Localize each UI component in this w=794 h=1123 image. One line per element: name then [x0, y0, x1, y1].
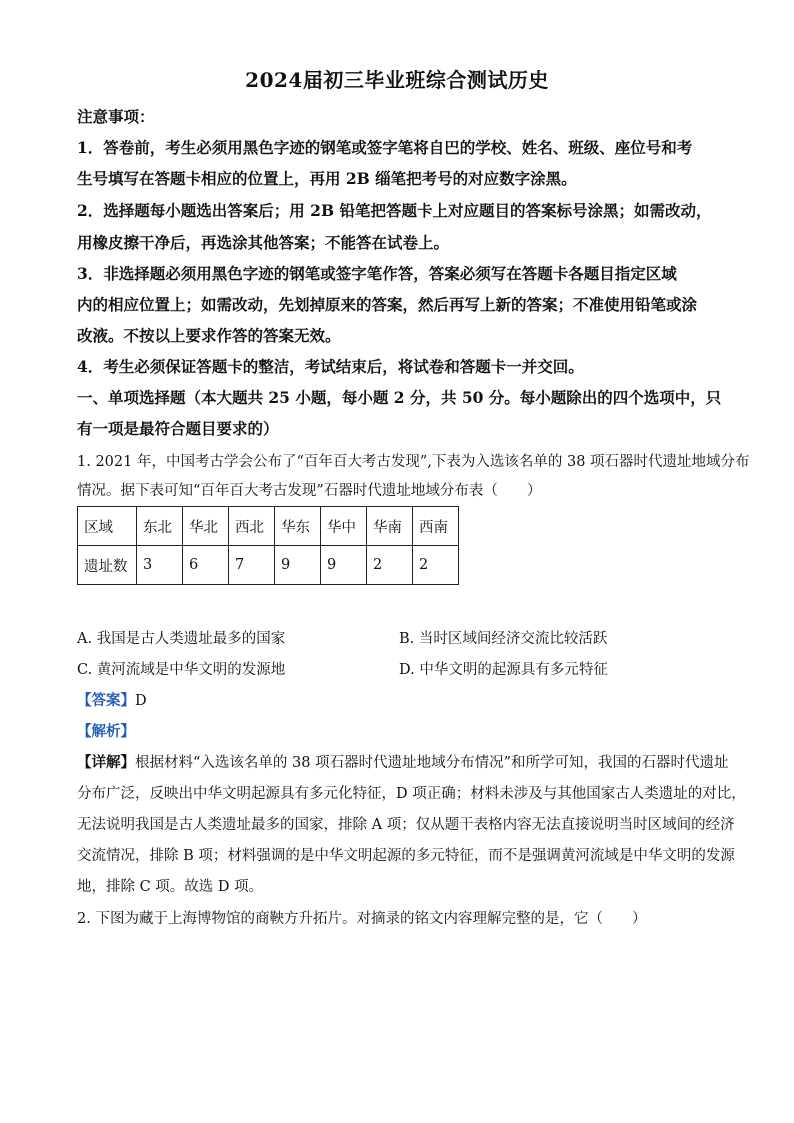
detail-line	[77, 751, 729, 772]
site-distribution-table	[77, 506, 459, 585]
analysis-tag: 【解析】	[77, 723, 135, 740]
option-d: D. 中华文明的起源具有多元特征	[399, 662, 608, 678]
table-cell: 2	[367, 546, 413, 585]
table-cell: 华南	[367, 507, 413, 546]
table-cell: 西南	[413, 507, 459, 546]
table-cell: 7	[229, 546, 275, 585]
question-1-stem: 情况。据下表可知“百年百大考古发现”石器时代遗址地域分布表（ ）	[77, 483, 542, 499]
option-a: A. 我国是古人类遗址最多的国家	[77, 631, 286, 647]
section-heading: 一、单项选择题（本大题共 25 小题，每小题 2 分，共 50 分。每小题除出的四个选项中，只	[77, 388, 722, 407]
table-cell: 6	[183, 546, 229, 585]
question-2-stem: 2. 下图为藏于上海博物馆的商鞅方升拓片。对摘录的铭文内容理解完整的是，它（ ）	[77, 911, 647, 927]
notice-line: 1．答卷前，考生必须用黑色字迹的钢笔或签字笔将自巴的学校、姓名、班级、座位号和考	[77, 138, 693, 157]
table-cell: 遗址数	[78, 546, 137, 585]
detail-text: 无法说明我国是古人类遗址最多的国家，排除 A 项；仅从题干表格内容无法直接说明当时区域间的经济	[77, 817, 735, 833]
notice-line: 改液。不按以上要求作答的答案无效。	[77, 326, 341, 345]
question-1-stem: 1. 2021 年，中国考古学会公布了“百年百大考古发现”,下表为入选该名单的 38 项石器时代遗址地域分布	[77, 454, 750, 470]
table-cell: 9	[275, 546, 321, 585]
detail-text: 交流情况，排除 B 项；材料强调的是中华文明起源的多元特征，而不是强调黄河流域是中华文明的发源	[77, 848, 735, 864]
detail-text: 根据材料“入选该名单的 38 项石器时代遗址地域分布情况”和所学可知，我国的石器时代遗址	[135, 755, 729, 771]
page-title: 2024届初三毕业班综合测试历史	[245, 68, 549, 92]
table-row	[78, 546, 459, 585]
answer-value: D	[135, 693, 147, 709]
table-row	[78, 507, 459, 546]
notice-line: 3．非选择题必须用黑色字迹的钢笔或签字笔作答，答案必须写在答题卡各题目指定区域	[77, 264, 677, 283]
table-cell: 2	[413, 546, 459, 585]
notice-line: 用橡皮擦干净后，再选涂其他答案；不能答在试卷上。	[77, 233, 450, 252]
table-cell: 西北	[229, 507, 275, 546]
detail-tag: 【详解】	[77, 754, 135, 771]
answer-line	[77, 689, 147, 710]
table-cell: 华北	[183, 507, 229, 546]
detail-text: 分布广泛，反映出中华文明起源具有多元化特征，D 项正确；材料未涉及与其他国家古人类遗址的对比，	[77, 786, 746, 802]
table-cell: 东北	[137, 507, 183, 546]
option-c: C. 黄河流域是中华文明的发源地	[77, 662, 286, 678]
table-cell: 华东	[275, 507, 321, 546]
table-cell: 3	[137, 546, 183, 585]
table-cell: 华中	[321, 507, 367, 546]
section-heading: 有一项是最符合题目要求的）	[77, 419, 279, 438]
table-cell: 9	[321, 546, 367, 585]
notice-heading: 注意事项：	[77, 107, 155, 126]
notice-line: 生号填写在答题卡相应的位置上，再用 2B 缁笔把考号的对应数字涂黑。	[77, 169, 577, 188]
table-cell: 区域	[78, 507, 137, 546]
answer-tag: 【答案】	[77, 692, 135, 709]
detail-text: 地，排除 C 项。故选 D 项。	[77, 879, 264, 895]
notice-line: 2．选择题每小题选出答案后；用 2B 铅笔把答题卡上对应题目的答案标号涂黑；如需改动，	[77, 201, 712, 220]
notice-line: 4．考生必须保证答题卡的整洁，考试结束后，将试卷和答题卡一并交回。	[77, 357, 584, 376]
option-b: B. 当时区域间经济交流比较活跃	[399, 631, 608, 647]
analysis-line	[77, 720, 135, 741]
notice-line: 内的相应位置上；如需改动，先划掉原来的答案，然后再写上新的答案；不准使用铅笔或涂	[77, 295, 698, 314]
